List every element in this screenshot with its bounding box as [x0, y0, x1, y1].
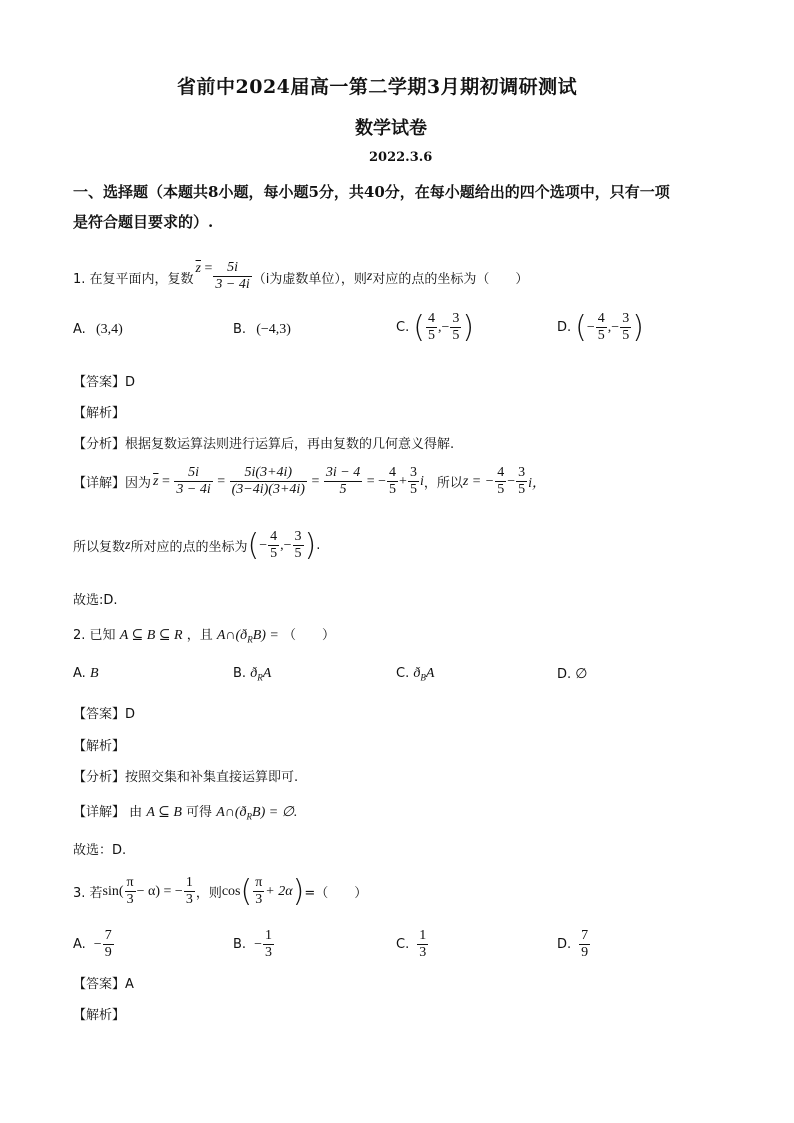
q1-c-n2: 3	[452, 311, 460, 326]
q1-xj-f6d: 5	[497, 482, 505, 497]
q2-xj-sub: R	[246, 811, 253, 822]
q3-option-a	[73, 928, 115, 961]
q1-xj-f1n: 5i	[174, 465, 212, 482]
q1-xj-f2d: (3−4i)(3+4i)	[231, 482, 305, 497]
question-2	[73, 624, 335, 645]
q1-d-n2: 3	[622, 311, 630, 326]
q2-fenxi	[73, 766, 298, 785]
q2-option-b	[233, 666, 271, 683]
q2-option-a	[73, 666, 99, 682]
q3-d-d: 9	[581, 945, 589, 960]
q3-option-c-label: C.	[396, 937, 410, 952]
q1-option-c: C. ( $\frac{4}{5}$ ,− $\frac{3}{5}$ )	[396, 310, 475, 345]
q3-answer	[73, 973, 134, 992]
q3-one: 1	[185, 875, 193, 890]
q1-fenxi-tag: 【分析】	[73, 437, 126, 452]
q1-xj-minus: −	[507, 473, 516, 489]
q1-option-a	[73, 322, 123, 338]
q3-option-a-label: A.	[73, 937, 86, 952]
q1-d-sep: ,−	[607, 319, 620, 335]
q2-xj-pre: 由	[129, 805, 143, 820]
q3-option-c	[396, 928, 429, 961]
q2-xj-expr: A∩(ð	[216, 805, 247, 820]
q1-answer	[73, 371, 135, 390]
q1-xj-f3n: 3i − 4	[325, 465, 361, 480]
q1-num: 5i	[213, 260, 251, 277]
q2-option-b-label: B.	[233, 666, 247, 681]
q1-z: z	[366, 269, 373, 284]
q1-c-sep: ,−	[437, 319, 450, 335]
q2-jiexi: 【解析】	[73, 739, 126, 754]
q2-xiangjie	[73, 801, 297, 822]
q1-xj-i: i	[419, 473, 424, 489]
q1-prefix: 1. 在复平面内，复数	[73, 272, 194, 287]
q2-option-c-label: C.	[396, 666, 410, 681]
q1-option-c-label: C.	[396, 320, 410, 335]
q2-guxuan: 故选：D.	[73, 843, 127, 858]
q1-xiangjie: 【详解】 因为 $\overline{z}$ = $\frac{5i}{3 - 4i}$ = $\frac{5i(3+4i)}{(3-4i)(3+4i)}$ = $\frac{3i - 4}{5}$ = − $\frac{4}{5}$ + $\frac{3}{5}$ i ，所以 z = − $\frac{4}{5}$ − $\frac{3}{5}$ i，	[73, 465, 546, 497]
q1-xj-f5d: 5	[409, 482, 417, 497]
q3-sin-end: − α) = −	[136, 883, 183, 899]
page-title: 省前中2024届高一第二学期3月期初调研测试	[177, 76, 578, 98]
q3-pi1: π	[126, 875, 134, 890]
q1-xj-so: ，所以	[423, 476, 463, 491]
q1-xj-f1d: 3 − 4i	[176, 482, 211, 497]
q3-sin: sin(	[102, 883, 124, 899]
q2-xj-mid: 可得	[186, 805, 213, 820]
q1-suffix: 对应的点的坐标为（ ）	[372, 272, 529, 287]
q3-prefix: 3. 若	[73, 886, 103, 901]
q2-option-a-label: A.	[73, 666, 86, 681]
q1-jiexi: 【解析】	[73, 406, 126, 421]
q1-xj-f4n: 4	[389, 465, 397, 480]
q1-l2-f2d: 5	[294, 546, 302, 561]
q1-xj-pre: 因为	[125, 476, 152, 491]
q1-option-a-label: A.	[73, 322, 86, 337]
q3-option-b-label: B.	[233, 937, 247, 952]
q1-option-a-value: (3,4)	[95, 322, 123, 337]
q3-option-d-label: D.	[557, 937, 572, 952]
q2-option-c	[396, 666, 434, 683]
q1-option-b-label: B.	[233, 322, 247, 337]
q3-c-n: 1	[419, 928, 427, 943]
q1-answer-value: D	[125, 375, 136, 390]
q3-b-neg: −	[254, 936, 262, 952]
q1-l2-f2n: 3	[294, 529, 302, 544]
q3-a-neg: −	[93, 936, 102, 952]
q2-option-c-value: ð	[413, 666, 421, 681]
q1-fenxi	[73, 433, 454, 452]
q2-option-d-value: ∅	[575, 667, 588, 682]
q2-xiangjie-tag: 【详解】	[73, 805, 126, 820]
q1-conclusion: 所以复数 z 所对应的点的坐标为 ( − $\frac{4}{5}$ ,− $\frac{3}{5}$ ) .	[73, 528, 321, 563]
q3-three3: 3	[255, 892, 263, 907]
q3-three1: 3	[126, 892, 134, 907]
q1-option-d-label: D.	[557, 320, 572, 335]
q2-xj-cond: A ⊆ B	[146, 805, 182, 820]
q1-xj-f5n: 3	[409, 465, 417, 480]
q2-option-d-label: D.	[557, 667, 572, 682]
q1-answer-tag: 【答案】	[73, 375, 126, 390]
q2-mid: ，且	[186, 628, 213, 643]
q2-fenxi-tag: 【分析】	[73, 770, 126, 785]
q3-answer-tag: 【答案】	[73, 977, 126, 992]
q2-cond: A ⊆ B ⊆ R	[119, 628, 183, 643]
q3-cos: cos	[221, 883, 241, 899]
q3-b-d: 3	[264, 945, 272, 960]
q1-option-d: D. ( − $\frac{4}{5}$ ,− $\frac{3}{5}$ )	[557, 310, 644, 345]
section-heading-line1: 一、选择题（本题共8小题，每小题5分，共40分，在每小题给出的四个选项中，只有一项	[73, 183, 670, 201]
q3-jiexi: 【解析】	[73, 1008, 126, 1023]
q3-suffix: =（ ）	[304, 886, 368, 901]
q3-cos-end: + 2α	[265, 883, 293, 899]
q3-option-b	[233, 928, 275, 961]
q1-xj-z: z = −	[462, 473, 495, 489]
q3-a-d: 9	[104, 945, 112, 960]
q1-xj-end: i，	[528, 475, 546, 491]
q2-xj-expr2: B) = ∅.	[252, 805, 298, 820]
q2-option-c-end: A	[425, 666, 435, 681]
q2-option-a-value: B	[89, 666, 99, 681]
q1-xj-f6n: 4	[497, 465, 505, 480]
q1-xiangjie-tag: 【详解】	[73, 476, 126, 491]
q1-d-d1: 5	[597, 328, 605, 343]
q1-d-d2: 5	[622, 328, 630, 343]
q1-l2-sep: ,−	[280, 537, 292, 553]
q1-d-pre: −	[586, 319, 595, 335]
exam-date: 2022.3.6	[369, 150, 433, 165]
q1-fraction	[213, 260, 251, 293]
q2-option-c-sub: B	[420, 672, 426, 683]
q2-option-b-sub: R	[257, 672, 263, 683]
q1-xj-f2n: 5i(3+4i)	[230, 465, 307, 482]
q3-option-d	[557, 928, 591, 961]
q3-d-n: 7	[581, 928, 589, 943]
q1-l2-end: .	[316, 538, 321, 553]
q2-option-b-value: ð	[250, 666, 258, 681]
q1-den: 3 − 4i	[215, 277, 250, 292]
q1-l2-pre: 所以复数	[73, 540, 126, 555]
q2-answer-value: D	[125, 707, 136, 722]
q1-xj-f4d: 5	[389, 482, 397, 497]
q1-l2-mid: 所对应的点的坐标为	[130, 540, 248, 555]
q2-fenxi-text: 按照交集和补集直接运算即可.	[125, 770, 299, 785]
q2-answer-tag: 【答案】	[73, 707, 126, 722]
q1-c-d1: 5	[427, 328, 435, 343]
q2-expr: A∩(ð	[216, 628, 248, 643]
q3-a-n: 7	[104, 928, 112, 943]
q2-option-d	[557, 666, 588, 683]
q1-mid: （i为虚数单位），则	[252, 272, 367, 287]
q1-l2-f1n: 4	[270, 529, 278, 544]
q2-suffix: （ ）	[283, 628, 336, 643]
q1-l2-neg: −	[259, 537, 268, 553]
q3-answer-value: A	[125, 977, 134, 992]
q1-c-n1: 4	[427, 311, 435, 326]
q1-l2-f1d: 5	[270, 546, 278, 561]
q3-c-d: 3	[419, 945, 427, 960]
q1-xj-plus: +	[399, 473, 407, 489]
q1-fenxi-text: 根据复数运算法则进行运算后，再由复数的几何意义得解.	[125, 437, 455, 452]
page-subtitle: 数学试卷	[355, 118, 427, 139]
q1-eq: =	[204, 261, 213, 276]
q3-three2: 3	[185, 892, 193, 907]
question-3: 3. 若 sin( $\frac{\pi}{3}$ − α) = − $\frac{1}{3}$ ，则 cos ( $\frac{\pi}{3}$ + 2α ) =（ ）	[73, 874, 368, 909]
q1-d-n1: 4	[597, 311, 605, 326]
q1-xj-f7n: 3	[518, 465, 526, 480]
q1-option-b-value: (−4,3)	[256, 322, 291, 337]
q1-zbar: $\overline{z}$	[195, 261, 201, 276]
q1-xj-neg: −	[378, 473, 387, 489]
q1-xj-f3d: 5	[339, 482, 347, 497]
q1-c-d2: 5	[452, 328, 460, 343]
q1-xj-f7d: 5	[518, 482, 526, 497]
q2-option-b-end: A	[262, 666, 272, 681]
q2-expr2: B) =	[252, 628, 279, 643]
section-heading-line2: 是符合题目要求的）.	[73, 213, 214, 231]
q1-option-b	[233, 322, 291, 338]
question-1	[73, 245, 528, 293]
q3-b-n: 1	[264, 928, 272, 943]
q1-l2-z: z	[125, 537, 131, 553]
q3-pi2: π	[255, 875, 263, 890]
q2-sub: R	[247, 634, 253, 645]
q3-mid: ，则	[195, 886, 222, 901]
q1-guxuan: 故选:D.	[73, 593, 118, 608]
q2-prefix: 2. 已知	[73, 628, 116, 643]
q2-answer	[73, 703, 135, 722]
